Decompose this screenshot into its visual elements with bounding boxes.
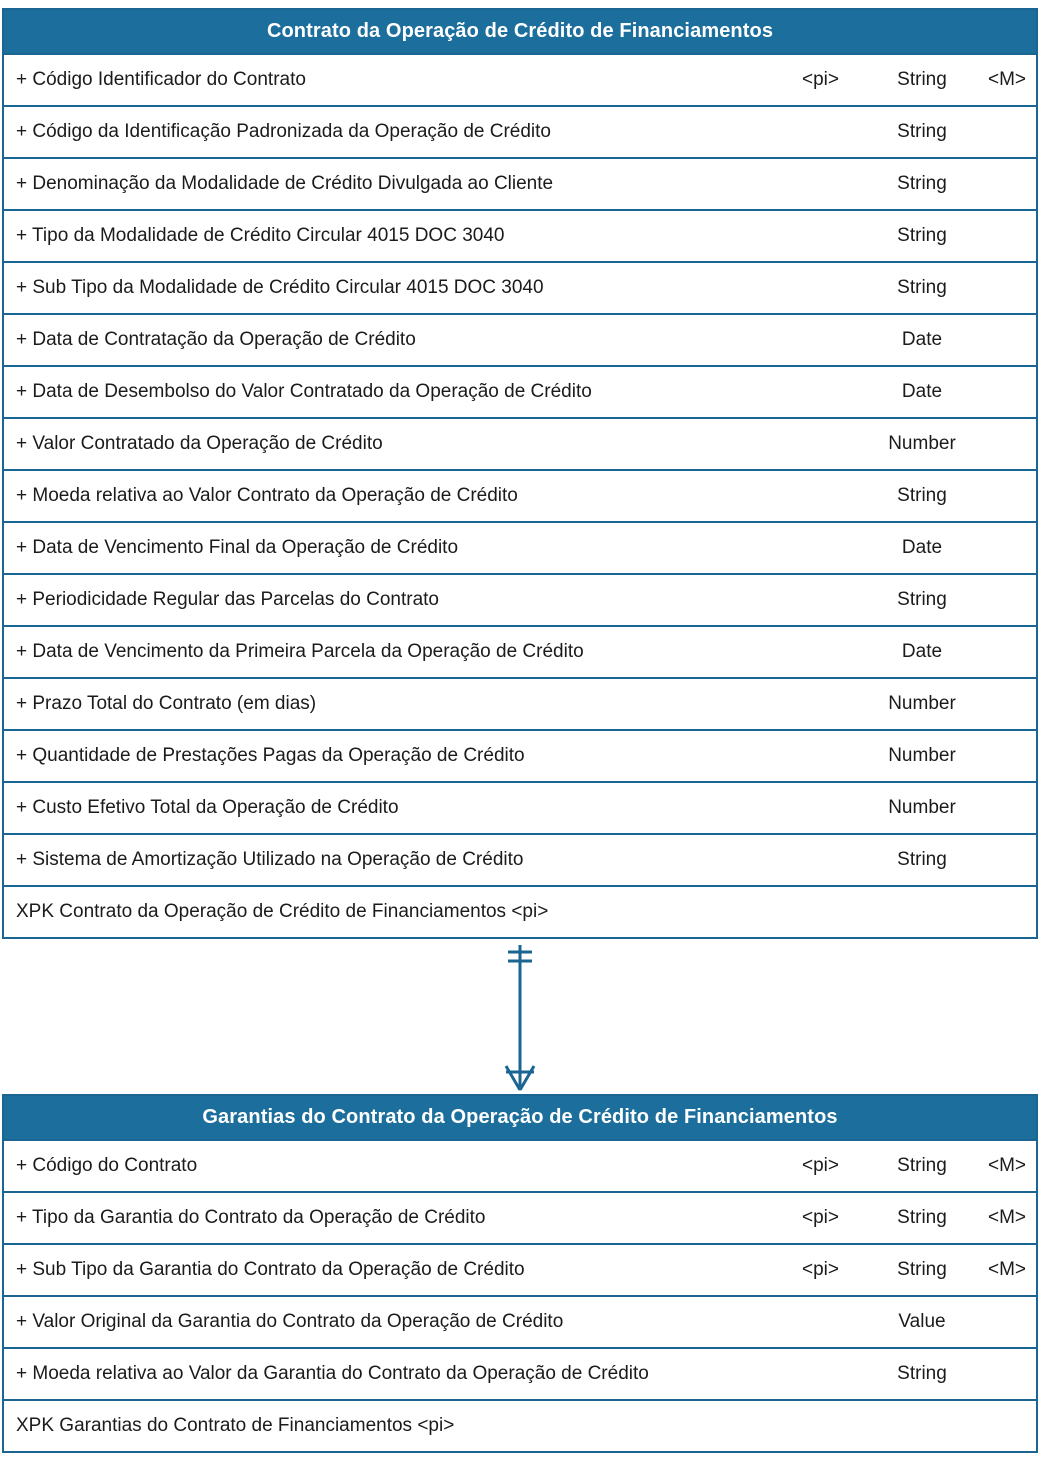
attribute-row[interactable]	[4, 677, 1036, 729]
attribute-name: + Tipo da Garantia do Contrato da Operação de Crédito	[16, 1207, 486, 1228]
attribute-type: String	[897, 277, 947, 298]
attribute-name: + Quantidade de Prestações Pagas da Operação de Crédito	[16, 745, 525, 766]
attribute-row[interactable]	[4, 469, 1036, 521]
attribute-type: String	[897, 121, 947, 142]
entity-title: Contrato da Operação de Crédito de Financiamentos	[4, 10, 1036, 53]
attribute-row[interactable]	[4, 1347, 1036, 1399]
attribute-type: Number	[888, 693, 956, 714]
attribute-type: String	[897, 1155, 947, 1176]
attribute-name: + Custo Efetivo Total da Operação de Crédito	[16, 797, 399, 818]
attribute-name: + Prazo Total do Contrato (em dias)	[16, 693, 317, 714]
attribute-meta	[796, 433, 1026, 455]
attribute-identifier: <pi>	[802, 1155, 839, 1176]
attribute-type: String	[897, 1207, 947, 1228]
attribute-mandatory: <M>	[987, 69, 1026, 90]
attribute-type: Date	[901, 641, 943, 662]
attribute-meta	[796, 121, 1026, 143]
attribute-row[interactable]	[4, 1243, 1036, 1295]
attribute-row[interactable]	[4, 1191, 1036, 1243]
attribute-meta	[796, 381, 1026, 403]
attribute-meta	[796, 589, 1026, 611]
attribute-type: String	[897, 225, 947, 246]
attribute-meta	[796, 1311, 1026, 1333]
attribute-meta	[796, 1363, 1026, 1385]
attribute-meta	[796, 277, 1026, 299]
attribute-meta	[796, 69, 1026, 91]
attribute-mandatory: <M>	[987, 1155, 1026, 1176]
attribute-type: Number	[888, 433, 956, 454]
attribute-type: String	[897, 485, 947, 506]
attribute-type: String	[897, 849, 947, 870]
attribute-name: + Valor Original da Garantia do Contrato da Operação de Crédito	[16, 1311, 564, 1332]
attribute-name: + Sub Tipo da Modalidade de Crédito Circular 4015 DOC 3040	[16, 277, 544, 298]
attribute-meta	[796, 485, 1026, 507]
attribute-type: String	[897, 1259, 947, 1280]
entity-title: Garantias do Contrato da Operação de Crédito de Financiamentos	[4, 1096, 1036, 1139]
attribute-name: + Moeda relativa ao Valor Contrato da Operação de Crédito	[16, 485, 518, 506]
attribute-name: + Periodicidade Regular das Parcelas do Contrato	[16, 589, 440, 610]
attribute-row[interactable]	[4, 729, 1036, 781]
attribute-row[interactable]	[4, 261, 1036, 313]
entity-garantias-contrato[interactable]	[2, 1094, 1038, 1453]
attribute-meta	[796, 1207, 1026, 1229]
attribute-type: Date	[901, 381, 943, 402]
attribute-row[interactable]	[4, 1139, 1036, 1191]
primary-key-row[interactable]	[4, 1399, 1036, 1451]
attribute-row[interactable]	[4, 625, 1036, 677]
attribute-row[interactable]	[4, 53, 1036, 105]
attribute-type: Date	[901, 537, 943, 558]
attribute-meta	[796, 641, 1026, 663]
attribute-type: String	[897, 589, 947, 610]
attribute-row[interactable]	[4, 521, 1036, 573]
attribute-name: + Moeda relativa ao Valor da Garantia do Contrato da Operação de Crédito	[16, 1363, 649, 1384]
attribute-name: + Data de Desembolso do Valor Contratado da Operação de Crédito	[16, 381, 592, 402]
attribute-name: + Valor Contratado da Operação de Crédito	[16, 433, 383, 454]
entity-contrato-operacao-credito[interactable]	[2, 8, 1038, 939]
primary-key-label: XPK Contrato da Operação de Crédito de Financiamentos <pi>	[16, 901, 549, 922]
attribute-row[interactable]	[4, 573, 1036, 625]
attribute-meta	[796, 329, 1026, 351]
attribute-identifier: <pi>	[802, 69, 839, 90]
attribute-row[interactable]	[4, 781, 1036, 833]
attribute-type: Number	[888, 745, 956, 766]
attribute-row[interactable]	[4, 157, 1036, 209]
attribute-row[interactable]	[4, 417, 1036, 469]
attribute-type: Date	[901, 329, 943, 350]
attribute-identifier: <pi>	[802, 1259, 839, 1280]
attribute-name: + Denominação da Modalidade de Crédito Divulgada ao Cliente	[16, 173, 554, 194]
attribute-meta	[796, 173, 1026, 195]
attribute-row[interactable]	[4, 209, 1036, 261]
attribute-type: String	[897, 69, 947, 90]
attribute-name: + Tipo da Modalidade de Crédito Circular 4015 DOC 3040	[16, 225, 505, 246]
attribute-mandatory: <M>	[987, 1207, 1026, 1228]
attribute-meta	[796, 693, 1026, 715]
attribute-name: + Código do Contrato	[16, 1155, 198, 1176]
attribute-identifier: <pi>	[802, 1207, 839, 1228]
attribute-type: Number	[888, 797, 956, 818]
attribute-name: + Sub Tipo da Garantia do Contrato da Operação de Crédito	[16, 1259, 525, 1280]
attribute-name: + Código Identificador do Contrato	[16, 69, 306, 90]
attribute-row[interactable]	[4, 105, 1036, 157]
attribute-mandatory: <M>	[987, 1259, 1026, 1280]
attribute-name: + Data de Contratação da Operação de Crédito	[16, 329, 416, 350]
attribute-meta	[796, 797, 1026, 819]
attribute-name: + Código da Identificação Padronizada da Operação de Crédito	[16, 121, 551, 142]
attribute-row[interactable]	[4, 833, 1036, 885]
attribute-meta	[796, 1155, 1026, 1177]
attribute-meta	[796, 1259, 1026, 1281]
attribute-type: Value	[898, 1311, 946, 1332]
attribute-name: + Sistema de Amortização Utilizado na Operação de Crédito	[16, 849, 524, 870]
attribute-type: String	[897, 173, 947, 194]
attribute-meta	[796, 537, 1026, 559]
attribute-meta	[796, 225, 1026, 247]
attribute-row[interactable]	[4, 313, 1036, 365]
attribute-meta	[796, 745, 1026, 767]
attribute-row[interactable]	[4, 365, 1036, 417]
attribute-name: + Data de Vencimento da Primeira Parcela da Operação de Crédito	[16, 641, 584, 662]
primary-key-row[interactable]	[4, 885, 1036, 937]
primary-key-label: XPK Garantias do Contrato de Financiamentos <pi>	[16, 1415, 455, 1436]
attribute-meta	[796, 849, 1026, 871]
attribute-type: String	[897, 1363, 947, 1384]
attribute-row[interactable]	[4, 1295, 1036, 1347]
attribute-name: + Data de Vencimento Final da Operação de Crédito	[16, 537, 459, 558]
